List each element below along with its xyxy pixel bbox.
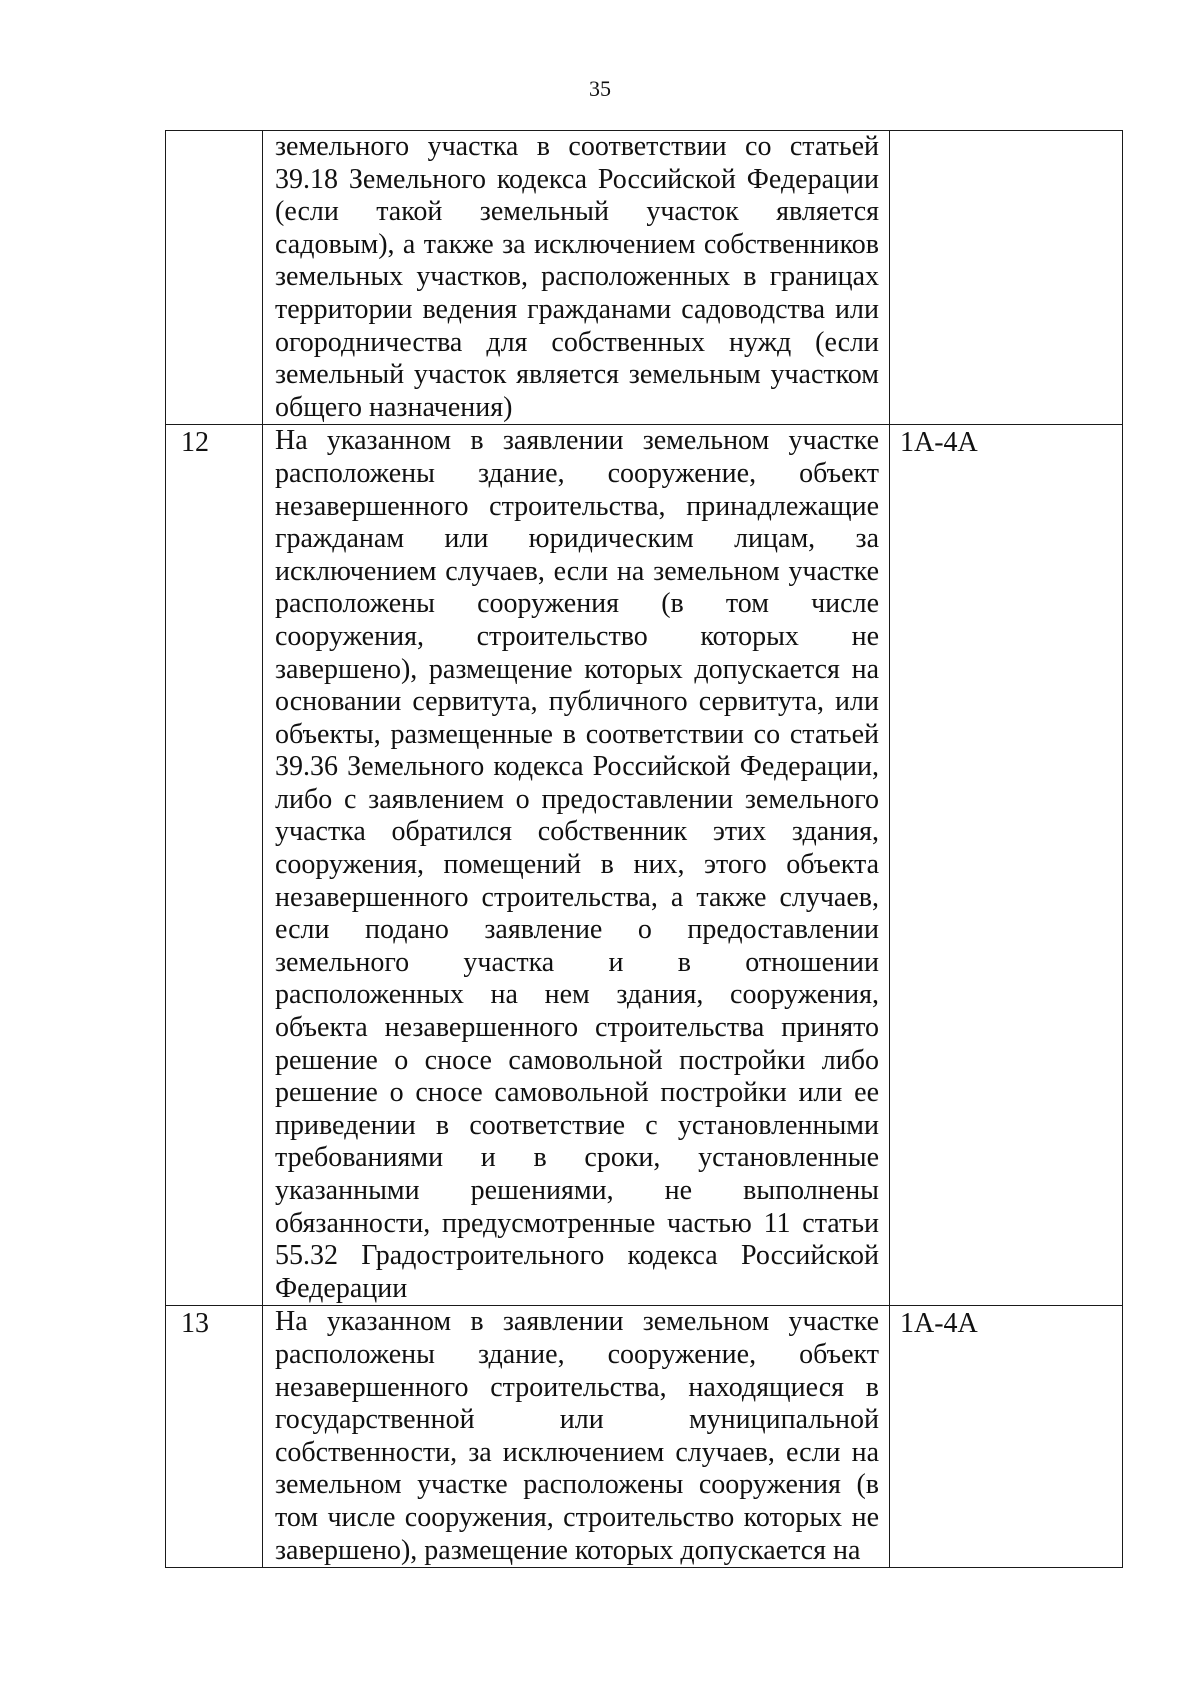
row-text-cell xyxy=(263,131,890,425)
text-line: основании сервитута, публичного сервитута, или xyxy=(275,686,879,718)
row-number-cell xyxy=(166,131,263,425)
row-number: 12 xyxy=(181,427,209,459)
text-line: либо с заявлением о предоставлении земельного xyxy=(275,783,879,815)
text-line: расположены сооружения (в том числе xyxy=(275,588,879,620)
text-line: объекта незавершенного строительства принято xyxy=(275,1012,879,1044)
text-line: Федерации xyxy=(275,1272,408,1304)
text-line: общего назначения) xyxy=(275,391,513,423)
text-line: незавершенного строительства, находящиеся в xyxy=(275,1371,879,1403)
text-line: земельного участка и в отношении xyxy=(275,946,879,978)
row-code-cell xyxy=(890,1306,1123,1568)
requirements-table xyxy=(165,130,1123,1568)
row-code: 1А-4А xyxy=(900,1308,978,1340)
text-line: приведении в соответствие с установленными xyxy=(275,1109,879,1141)
table-row xyxy=(166,425,1123,1306)
text-line: участка обратился собственник этих здания, xyxy=(275,816,879,848)
text-line: собственности, за исключением случаев, если на xyxy=(275,1436,879,1468)
text-line: расположены здание, сооружение, объект xyxy=(275,457,879,489)
text-line: расположены здание, сооружение, объект xyxy=(275,1338,879,1370)
row-text xyxy=(263,131,889,424)
text-line: решение о сносе самовольной постройки или ее xyxy=(275,1077,879,1109)
text-line: (если такой земельный участок является xyxy=(275,196,879,228)
text-line: объекты, размещенные в соответствии со статьей xyxy=(275,718,879,750)
text-line: территории ведения гражданами садоводства или xyxy=(275,293,879,325)
text-line: земельный участок является земельным участком xyxy=(275,359,879,391)
text-line: земельном участке расположены сооружения (в xyxy=(275,1469,879,1501)
table-row xyxy=(166,131,1123,425)
page-number: 35 xyxy=(589,76,611,101)
text-line: незавершенного строительства, а также случаев, xyxy=(275,881,879,913)
row-code-cell xyxy=(890,131,1123,425)
row-text xyxy=(263,1306,889,1567)
row-text xyxy=(263,425,889,1305)
text-line: обязанности, предусмотренные частью 11 статьи xyxy=(275,1207,879,1239)
text-line: расположенных на нем здания, сооружения, xyxy=(275,979,879,1011)
text-line: решение о сносе самовольной постройки либо xyxy=(275,1044,879,1076)
text-line: земельного участка в соответствии со статьей xyxy=(275,131,879,162)
text-line: завершено), размещение которых допускается на xyxy=(275,1534,861,1566)
text-line: На указанном в заявлении земельном участке xyxy=(275,1306,879,1338)
row-code-cell xyxy=(890,425,1123,1306)
row-number: 13 xyxy=(181,1308,209,1340)
row-number-cell xyxy=(166,1306,263,1568)
row-text-cell xyxy=(263,425,890,1306)
row-code: 1А-4А xyxy=(900,427,978,459)
table-row xyxy=(166,1306,1123,1568)
text-line: исключением случаев, если на земельном участке xyxy=(275,555,879,587)
text-line: 39.18 Земельного кодекса Российской Федерации xyxy=(275,163,879,195)
text-line: земельных участков, расположенных в границах xyxy=(275,261,879,293)
text-line: незавершенного строительства, принадлежащие xyxy=(275,490,879,522)
text-line: если подано заявление о предоставлении xyxy=(275,914,879,946)
text-line: 55.32 Градостроительного кодекса Российской xyxy=(275,1240,879,1272)
text-line: На указанном в заявлении земельном участке xyxy=(275,425,879,457)
text-line: огородничества для собственных нужд (если xyxy=(275,326,879,358)
text-line: требованиями и в сроки, установленные xyxy=(275,1142,879,1174)
text-line: сооружения, строительство которых не xyxy=(275,620,879,652)
text-line: садовым), а также за исключением собственников xyxy=(275,228,879,260)
text-line: завершено), размещение которых допускается на xyxy=(275,653,879,685)
text-line: гражданам или юридическим лицам, за xyxy=(275,523,879,555)
table-body xyxy=(166,131,1123,1568)
row-number-cell xyxy=(166,425,263,1306)
text-line: указанными решениями, не выполнены xyxy=(275,1175,879,1206)
text-line: 39.36 Земельного кодекса Российской Федерации, xyxy=(275,751,879,783)
text-line: сооружения, помещений в них, этого объекта xyxy=(275,849,879,881)
row-text-cell xyxy=(263,1306,890,1568)
text-line: том числе сооружения, строительство которых не xyxy=(275,1501,879,1533)
text-line: государственной или муниципальной xyxy=(275,1404,879,1436)
